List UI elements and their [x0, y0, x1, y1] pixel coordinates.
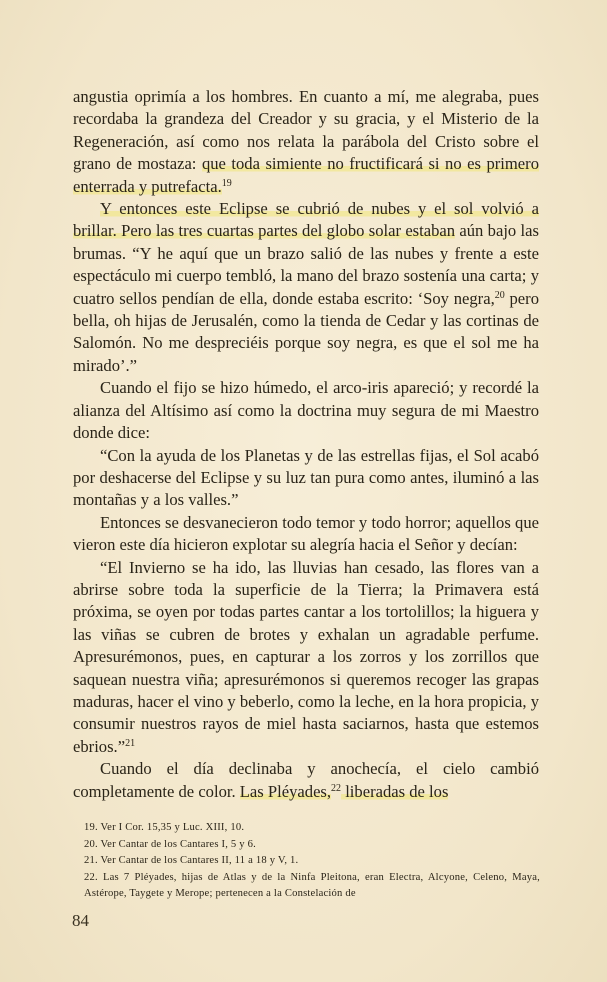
paragraph	[73, 445, 539, 512]
footnote-ref: 20	[494, 289, 505, 301]
highlighted-text: Las Pléyades,	[239, 781, 332, 801]
footnotes	[84, 820, 540, 903]
footnote: 22. Las 7 Pléyades, hijas de Atlas y de la Ninfa Pleitona, eran Electra, Alcyone, Celeno, Maya, Astérope, Taygete y Merope; pertenecen a la Constelación de	[84, 871, 540, 899]
paragraph	[73, 512, 539, 557]
footnote: 20. Ver Cantar de los Cantares I, 5 y 6.	[84, 838, 256, 850]
highlighted-text: que toda simiente no fructificará si no es primero enterrada y putrefacta.	[73, 154, 539, 196]
footnote-ref: 22	[331, 782, 342, 794]
footnote: 21. Ver Cantar de los Cantares II, 11 a 18 y V, 1.	[84, 855, 299, 866]
text-run: angustia oprimía a los hombres. En cuanto a mí, me alegraba, pues recordaba la grandeza del Creador y su gracia, y el Misterio de la Regeneración, así como nos relata la parábola del Cristo sobre el grano de mostaza:	[73, 87, 539, 174]
text-run: Cuando el día declinaba y anochecía, el cielo cambió completamente de color.	[73, 759, 539, 801]
highlighted-text: Y entonces este Eclipse se cubrió de nubes y el sol volvió a brillar. Pero las tres cuartas partes del globo solar estaban	[73, 199, 539, 241]
text-run: “Con la ayuda de los Planetas y de las estrellas fijas, el Sol acabó por deshacerse del Eclipse y su luz tan pura como antes, iluminó a las montañas y a los valles.”	[73, 445, 539, 510]
text-run: Cuando el fijo se hizo húmedo, el arco-iris apareció; y recordé la alianza del Altísimo así como la doctrina muy segura de mi Maestro donde dice:	[73, 378, 539, 443]
footnote: 19. Ver I Cor. 15,35 y Luc. XIII, 10.	[84, 822, 245, 833]
paragraph	[73, 758, 539, 803]
paragraph	[73, 377, 539, 444]
body-text	[73, 86, 539, 803]
highlighted-text: liberadas de los	[341, 781, 449, 801]
page-number: 84	[72, 911, 89, 930]
paragraph	[73, 86, 539, 198]
text-run: aún bajo las brumas. “Y he aquí que un brazo salió de las nubes y frente a este espectáculo mi cuerpo tembló, la mano del brazo sostenía una carta; y cuatro sellos pendían de ella, donde estaba escrito: ‘Soy negra,	[73, 221, 539, 308]
footnote-ref: 21	[125, 737, 136, 749]
paragraph	[73, 198, 539, 377]
text-run: “El Invierno se ha ido, las lluvias han cesado, las flores van a abrirse sobre toda la superficie de la Tierra; la Primavera está próxima, se oyen por todas partes cantar a los tortolillos; la higuera y las viñas se cubren de brotes y exhalan un agradable perfume. Apresurémonos, pues, en capturar a los zorros y los zorrillos que saquean nuestra viña; apresurémonos si queremos recoger las grapas maduras, hacer el vino y beberlo, como la leche, en la hora propicia, y consumir nuestros rayos de miel hasta saciarnos, hasta que estemos ebrios.”	[73, 557, 539, 756]
text-run: pero bella, oh hijas de Jerusalén, como la tienda de Cedar y las cortinas de Salomón. No me despreciéis porque soy negra, es que el sol me ha mirado’.”	[73, 288, 539, 375]
footnote-ref: 19	[221, 177, 232, 189]
text-run: Entonces se desvanecieron todo temor y todo horror; aquellos que vieron este día hicieron explotar su alegría hacia el Señor y decían:	[73, 512, 539, 555]
paragraph	[73, 557, 539, 759]
